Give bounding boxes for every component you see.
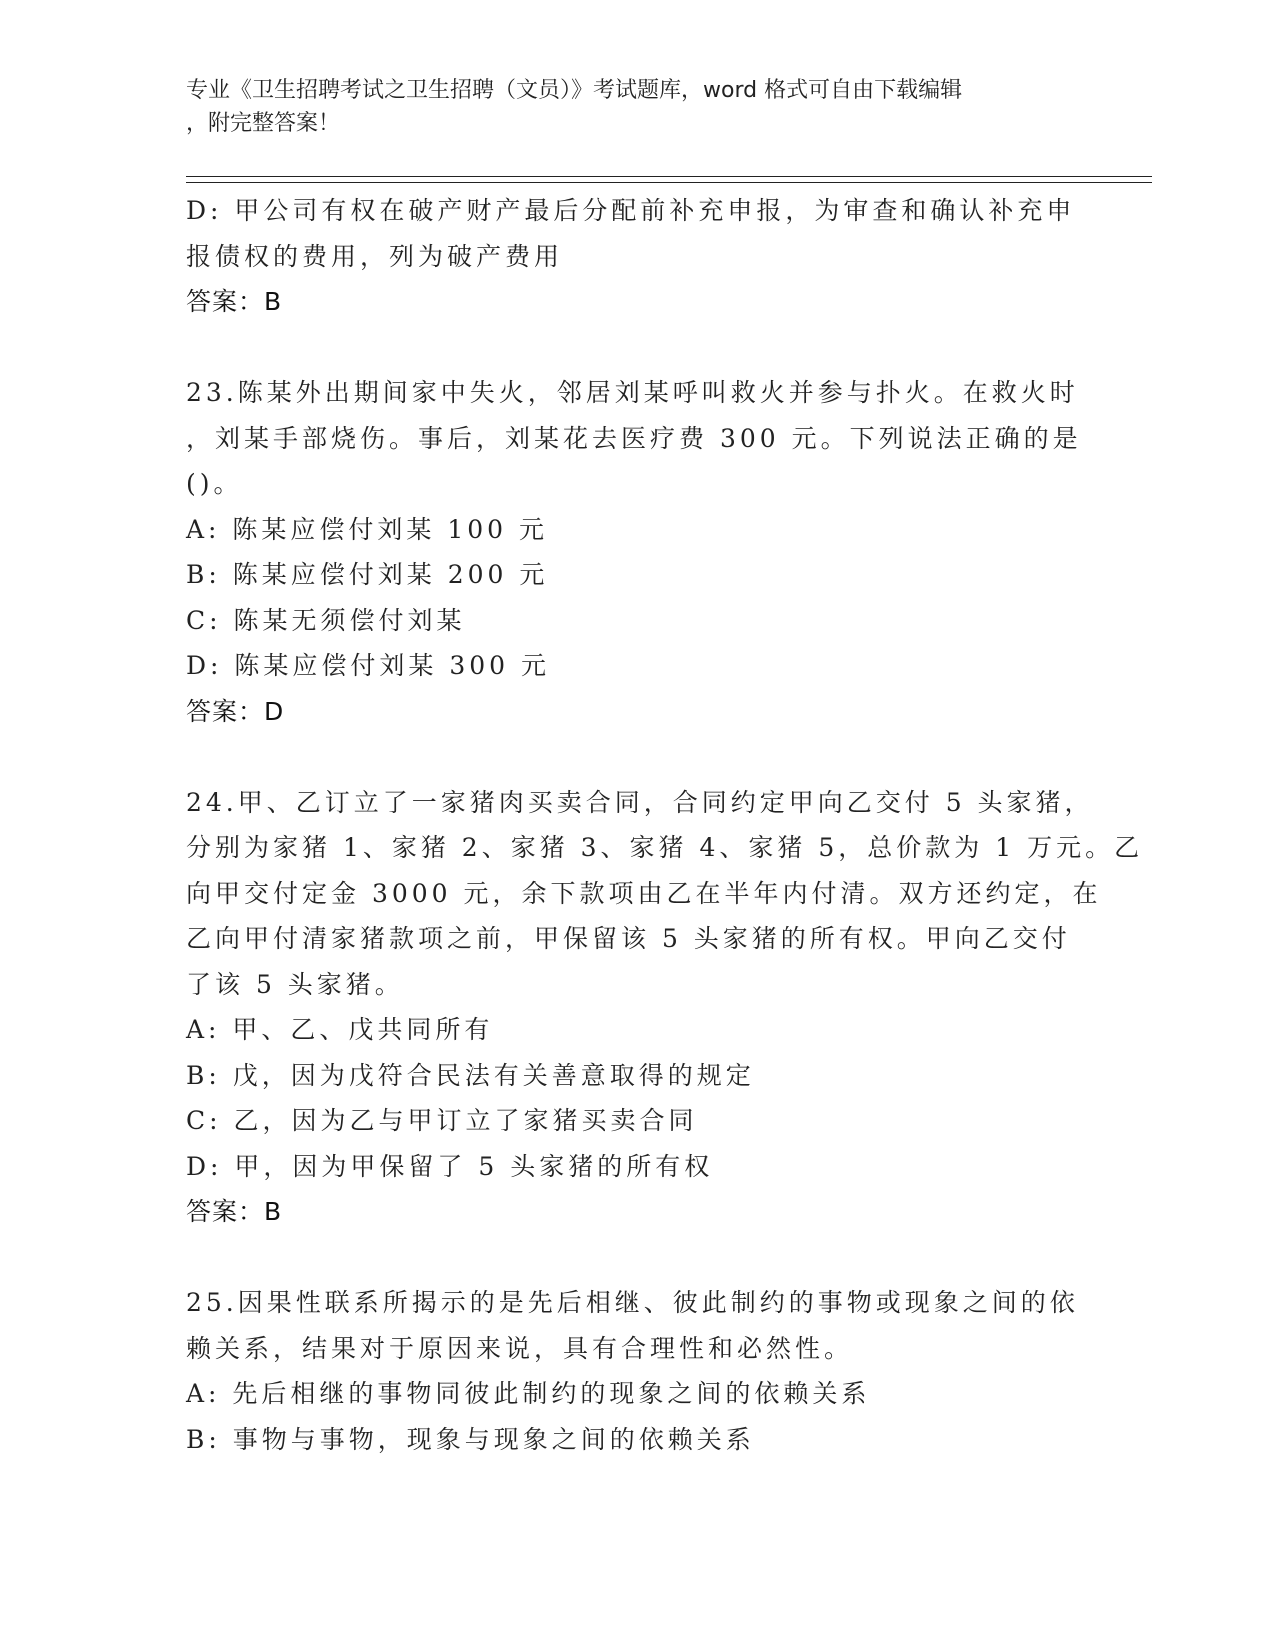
question-22-continuation (186, 188, 1086, 325)
question-stem-line: 分别为家猪 1、家猪 2、家猪 3、家猪 4、家猪 5，总价款为 1 万元。乙 (186, 833, 1144, 862)
question-stem-line: 赖关系，结果对于原因来说，具有合理性和必然性。 (186, 1333, 854, 1363)
question-stem-line: 24.甲、乙订立了一家猪肉买卖合同，合同约定甲向乙交付 5 头家猪， (186, 787, 1094, 817)
question-23 (186, 370, 1086, 734)
option-a: A: 甲、乙、戊共同所有 (186, 1015, 494, 1044)
option-d-line: 报债权的费用，列为破产费用 (186, 241, 564, 271)
question-stem-line: 25.因果性联系所揭示的是先后相继、彼此制约的事物或现象之间的依 (186, 1288, 1079, 1317)
option-c: C: 陈某无须偿付刘某 (186, 605, 466, 635)
option-b: B: 事物与事物，现象与现象之间的依赖关系 (186, 1424, 755, 1454)
option-a: A: 先后相继的事物同彼此制约的现象之间的依赖关系 (186, 1379, 871, 1408)
spacer (186, 325, 1086, 371)
answer-label: 答案：B (186, 1197, 283, 1226)
answer-label: 答案：B (186, 287, 283, 316)
option-d-line: D: 甲公司有权在破产财产最后分配前补充申报，为审查和确认补充申 (186, 196, 1076, 225)
question-stem-line: 向甲交付定金 3000 元，余下款项由乙在半年内付清。双方还约定，在 (186, 878, 1102, 908)
header-title-line-1: 专业《卫生招聘考试之卫生招聘（文员）》考试题库，word 格式可自由下载编辑 (186, 78, 963, 103)
option-b: B: 陈某应偿付刘某 200 元 (186, 560, 549, 589)
page-header (186, 74, 1086, 140)
answer-label: 答案：D (186, 696, 285, 726)
header-rule-bottom (186, 182, 1152, 183)
question-stem-line: ，刘某手部烧伤。事后，刘某花去医疗费 300 元。下列说法正确的是 (186, 423, 1082, 453)
spacer (186, 734, 1086, 780)
option-d: D: 甲，因为甲保留了 5 头家猪的所有权 (186, 1151, 714, 1181)
question-25 (186, 1280, 1086, 1462)
document-body (186, 188, 1144, 1462)
header-rule-top (186, 176, 1152, 177)
question-stem-line: 了该 5 头家猪。 (186, 969, 404, 999)
question-stem-line: 乙向甲付清家猪款项之前，甲保留该 5 头家猪的所有权。甲向乙交付 (186, 924, 1071, 953)
option-d: D: 陈某应偿付刘某 300 元 (186, 651, 551, 680)
option-c: C: 乙，因为乙与甲订立了家猪买卖合同 (186, 1106, 698, 1135)
header-title-line-2: ，附完整答案！ (186, 111, 341, 136)
option-a: A: 陈某应偿付刘某 100 元 (186, 514, 549, 544)
question-24 (186, 780, 1144, 1235)
question-stem-line: 23.陈某外出期间家中失火，邻居刘某呼叫救火并参与扑火。在救火时 (186, 378, 1079, 407)
question-stem-line: ()。 (186, 469, 243, 498)
option-b: B: 戊，因为戊符合民法有关善意取得的规定 (186, 1060, 755, 1090)
spacer (186, 1235, 1086, 1281)
